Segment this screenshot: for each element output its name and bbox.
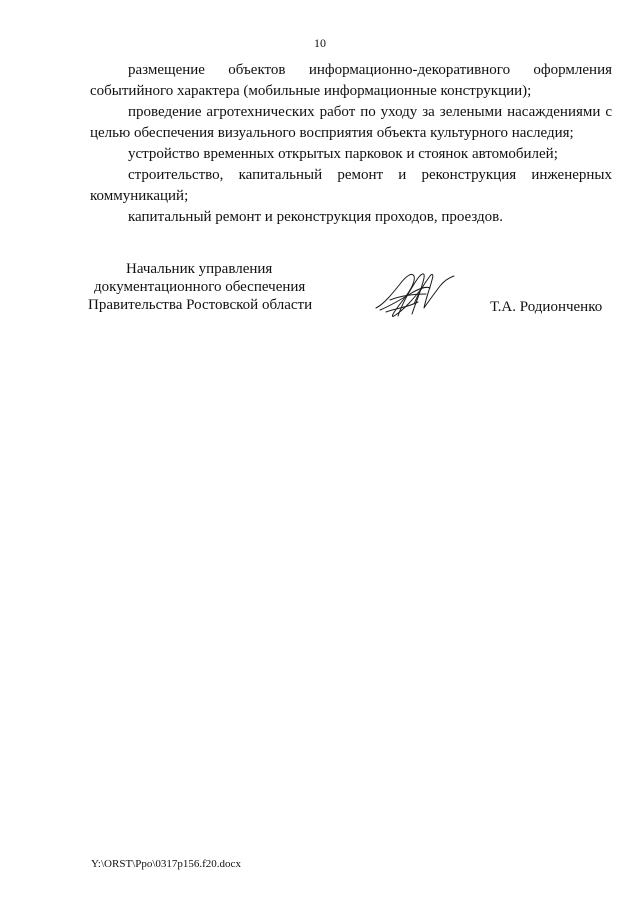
paragraph-passages: капитальный ремонт и реконструкция проходов, проездов. bbox=[128, 209, 504, 225]
paragraph-info-decor: размещение объектов информационно-декоративного оформления событийного характера (мобильные информационные конструкции); bbox=[90, 62, 612, 99]
paragraph-engineering: строительство, капитальный ремонт и реконструкция инженерных коммуникаций; bbox=[90, 167, 612, 204]
document-body bbox=[90, 60, 612, 228]
handwritten-signature bbox=[370, 264, 462, 326]
paragraph-parking: устройство временных открытых парковок и стоянок автомобилей; bbox=[128, 146, 558, 162]
paragraph-agrotech: проведение агротехнических работ по уходу за зелеными насаждениями с целью обеспечения визуального восприятия объекта культурного наследия; bbox=[90, 104, 612, 141]
signer-position-line3: Правительства Ростовской области bbox=[88, 297, 313, 313]
signer-name: Т.А. Родионченко bbox=[490, 299, 603, 315]
footer-file-path: Y:\ORST\Ppo\0317p156.f20.docx bbox=[91, 858, 241, 870]
signer-position bbox=[88, 260, 328, 314]
page-number: 10 bbox=[314, 36, 326, 50]
signer-position-line2: документационного обеспечения bbox=[94, 279, 306, 295]
signer-position-line1: Начальник управления bbox=[126, 261, 273, 277]
signature-block bbox=[0, 260, 640, 340]
